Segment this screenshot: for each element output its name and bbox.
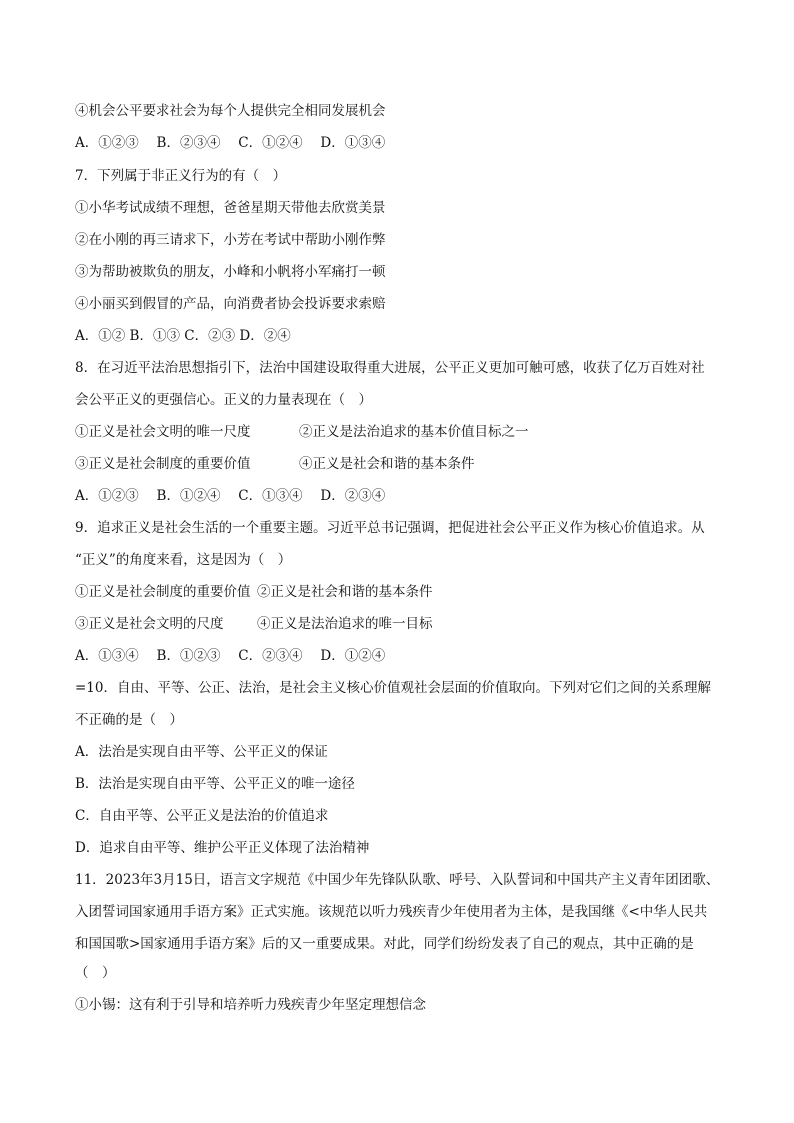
- q9-stem-line-1: 9．追求正义是社会生活的一个重要主题。习近平总书记强调，把促进社会公平正义作为核心价值追求。从: [75, 520, 705, 536]
- q10-option-b: B．法治是实现自由平等、公平正义的唯一途径: [75, 776, 355, 792]
- q11-stem-line-1: 11．2023年3月15日，语言文字规范《中国少年先锋队队歌、呼号、入队誓词和中国共产主义青年团团歌、: [75, 872, 720, 888]
- q6-answer-choices: A．①②③ B．②③④ C．①②④ D．①③④: [75, 135, 386, 151]
- q8-answer-choices: A．①②③ B．①②④ C．①③④ D．②③④: [75, 488, 386, 504]
- q11-answer-blank: （ ）: [75, 965, 116, 981]
- q7-option-3: ③为帮助被欺负的朋友，小峰和小帆将小军痛打一顿: [75, 264, 386, 280]
- q9-option-4: ④正义是法治追求的唯一目标: [257, 616, 433, 632]
- q10-option-d: D．追求自由平等、维护公平正义体现了法治精神: [75, 840, 370, 856]
- q10-stem-line-1: =10．自由、平等、公正、法治，是社会主义核心价值观社会层面的价值取向。下列对它们之间的关系理解: [75, 680, 711, 696]
- q10-option-a: A．法治是实现自由平等、公平正义的保证: [75, 744, 328, 760]
- q9-option-2: ②正义是社会和谐的基本条件: [257, 584, 433, 600]
- q6-option-4: ④机会公平要求社会为每个人提供完全相同发展机会: [75, 103, 386, 119]
- q7-option-1: ①小华考试成绩不理想，爸爸星期天带他去欣赏美景: [75, 200, 386, 216]
- q8-stem-line-1: 8．在习近平法治思想指引下，法治中国建设取得重大进展，公平正义更加可触可感，收获了亿万百姓对社: [75, 360, 705, 376]
- q8-option-2: ②正义是法治追求的基本价值目标之一: [299, 424, 529, 440]
- q7-option-4: ④小丽买到假冒的产品，向消费者协会投诉要求索赔: [75, 296, 386, 312]
- q11-stem-line-2: 入团誓词国家通用手语方案》正式实施。该规范以听力残疾青少年使用者为主体，是我国继《<中华人民共: [75, 904, 708, 920]
- q7-answer-choices: A．①② B．①③ C．②③ D．②④: [75, 328, 291, 344]
- q8-option-4: ④正义是社会和谐的基本条件: [299, 456, 475, 472]
- q9-option-3: ③正义是社会文明的尺度: [75, 616, 224, 632]
- q9-answer-choices: A．①③④ B．①②③ C．②③④ D．①②④: [75, 648, 386, 664]
- q7-stem: 7．下列属于非正义行为的有（ ）: [75, 168, 287, 184]
- q11-option-1: ①小锡：这有利于引导和培养听力残疾青少年坚定理想信念: [75, 997, 426, 1013]
- q9-stem-line-2: “正义”的角度来看，这是因为（ ）: [75, 552, 292, 568]
- q8-option-3: ③正义是社会制度的重要价值: [75, 456, 251, 472]
- q8-option-1: ①正义是社会文明的唯一尺度: [75, 424, 251, 440]
- q7-option-2: ②在小刚的再三请求下，小芳在考试中帮助小刚作弊: [75, 232, 386, 248]
- q8-stem-line-2: 会公平正义的更强信心。正义的力量表现在（ ）: [75, 392, 372, 408]
- q10-stem-line-2: 不正确的是（ ）: [75, 712, 183, 728]
- q9-option-1: ①正义是社会制度的重要价值: [75, 584, 251, 600]
- q11-stem-line-3: 和国国歌>国家通用手语方案》后的又一重要成果。对此，同学们纷纷发表了自己的观点，其中正确的是: [75, 936, 694, 952]
- q10-option-c: C．自由平等、公平正义是法治的价值追求: [75, 808, 329, 824]
